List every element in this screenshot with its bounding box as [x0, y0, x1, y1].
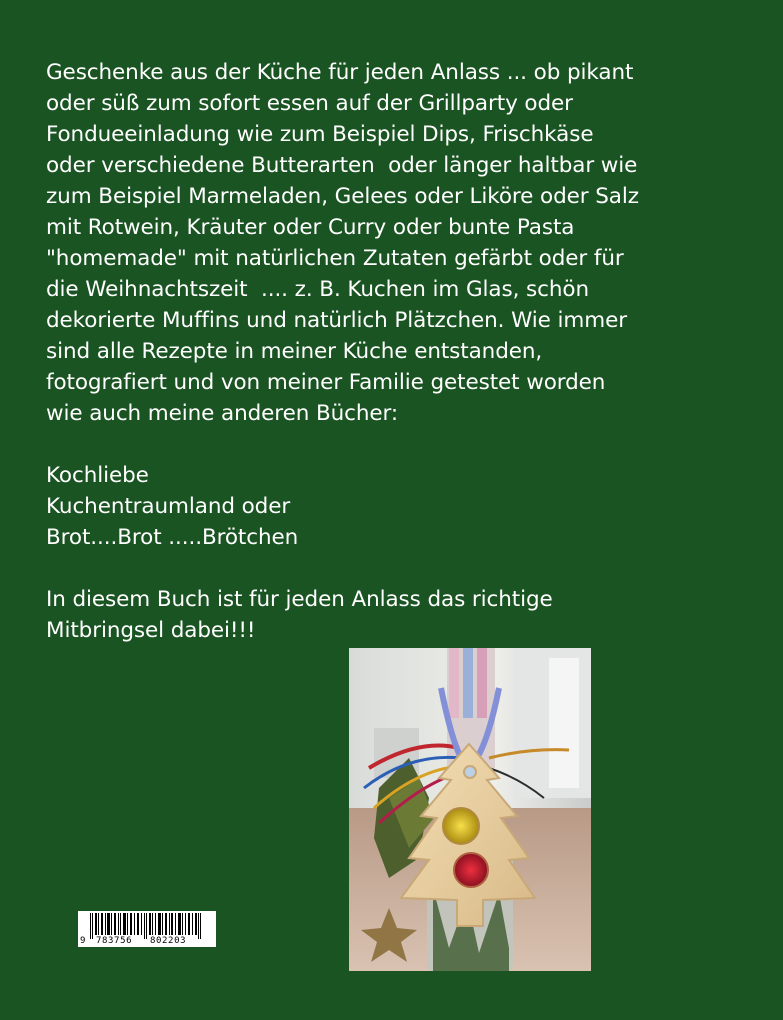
blurb-line: wie auch meine anderen Bücher: — [46, 401, 399, 426]
blurb-line: mit Rotwein, Kräuter oder Curry oder bunte Pasta — [46, 215, 575, 240]
blurb-line: fotografiert und von meiner Familie getestet worden — [46, 370, 606, 395]
christmas-tree-cookie-icon — [349, 648, 591, 971]
blurb-line: Geschenke aus der Küche für jeden Anlass ... ob pikant — [46, 60, 634, 85]
barcode-bars — [78, 911, 216, 939]
isbn-group-1: 783756 — [96, 936, 133, 946]
isbn-prefix: 9 — [80, 936, 87, 946]
blurb-line: oder verschiedene Butterarten oder länger haltbar wie — [46, 153, 638, 178]
blurb-line: oder süß zum sofort essen auf der Grillparty oder — [46, 91, 573, 116]
book-title: Kuchentraumland oder — [46, 494, 291, 519]
closing-paragraph — [46, 584, 746, 646]
book-list — [46, 460, 746, 553]
isbn-group-2: 802203 — [150, 936, 187, 946]
blurb-line: Fondueeinladung wie zum Beispiel Dips, Frischkäse — [46, 122, 594, 147]
blurb-text — [46, 57, 746, 646]
book-title: Brot....Brot .....Brötchen — [46, 525, 299, 550]
book-title: Kochliebe — [46, 463, 149, 488]
blurb-line: zum Beispiel Marmeladen, Gelees oder Liköre oder Salz — [46, 184, 639, 209]
blurb-line: dekorierte Muffins und natürlich Plätzchen. Wie immer — [46, 308, 627, 333]
blurb-line: "homemade" mit natürlichen Zutaten gefärbt oder für — [46, 246, 624, 271]
cover-photo — [349, 648, 591, 971]
blurb-paragraph — [46, 57, 746, 429]
closing-line: In diesem Buch ist für jeden Anlass das richtige — [46, 587, 553, 612]
isbn-barcode — [78, 911, 216, 947]
closing-line: Mitbringsel dabei!!! — [46, 618, 256, 643]
blurb-line: die Weihnachtszeit .... z. B. Kuchen im Glas, schön — [46, 277, 589, 302]
blurb-line: sind alle Rezepte in meiner Küche entstanden, — [46, 339, 543, 364]
